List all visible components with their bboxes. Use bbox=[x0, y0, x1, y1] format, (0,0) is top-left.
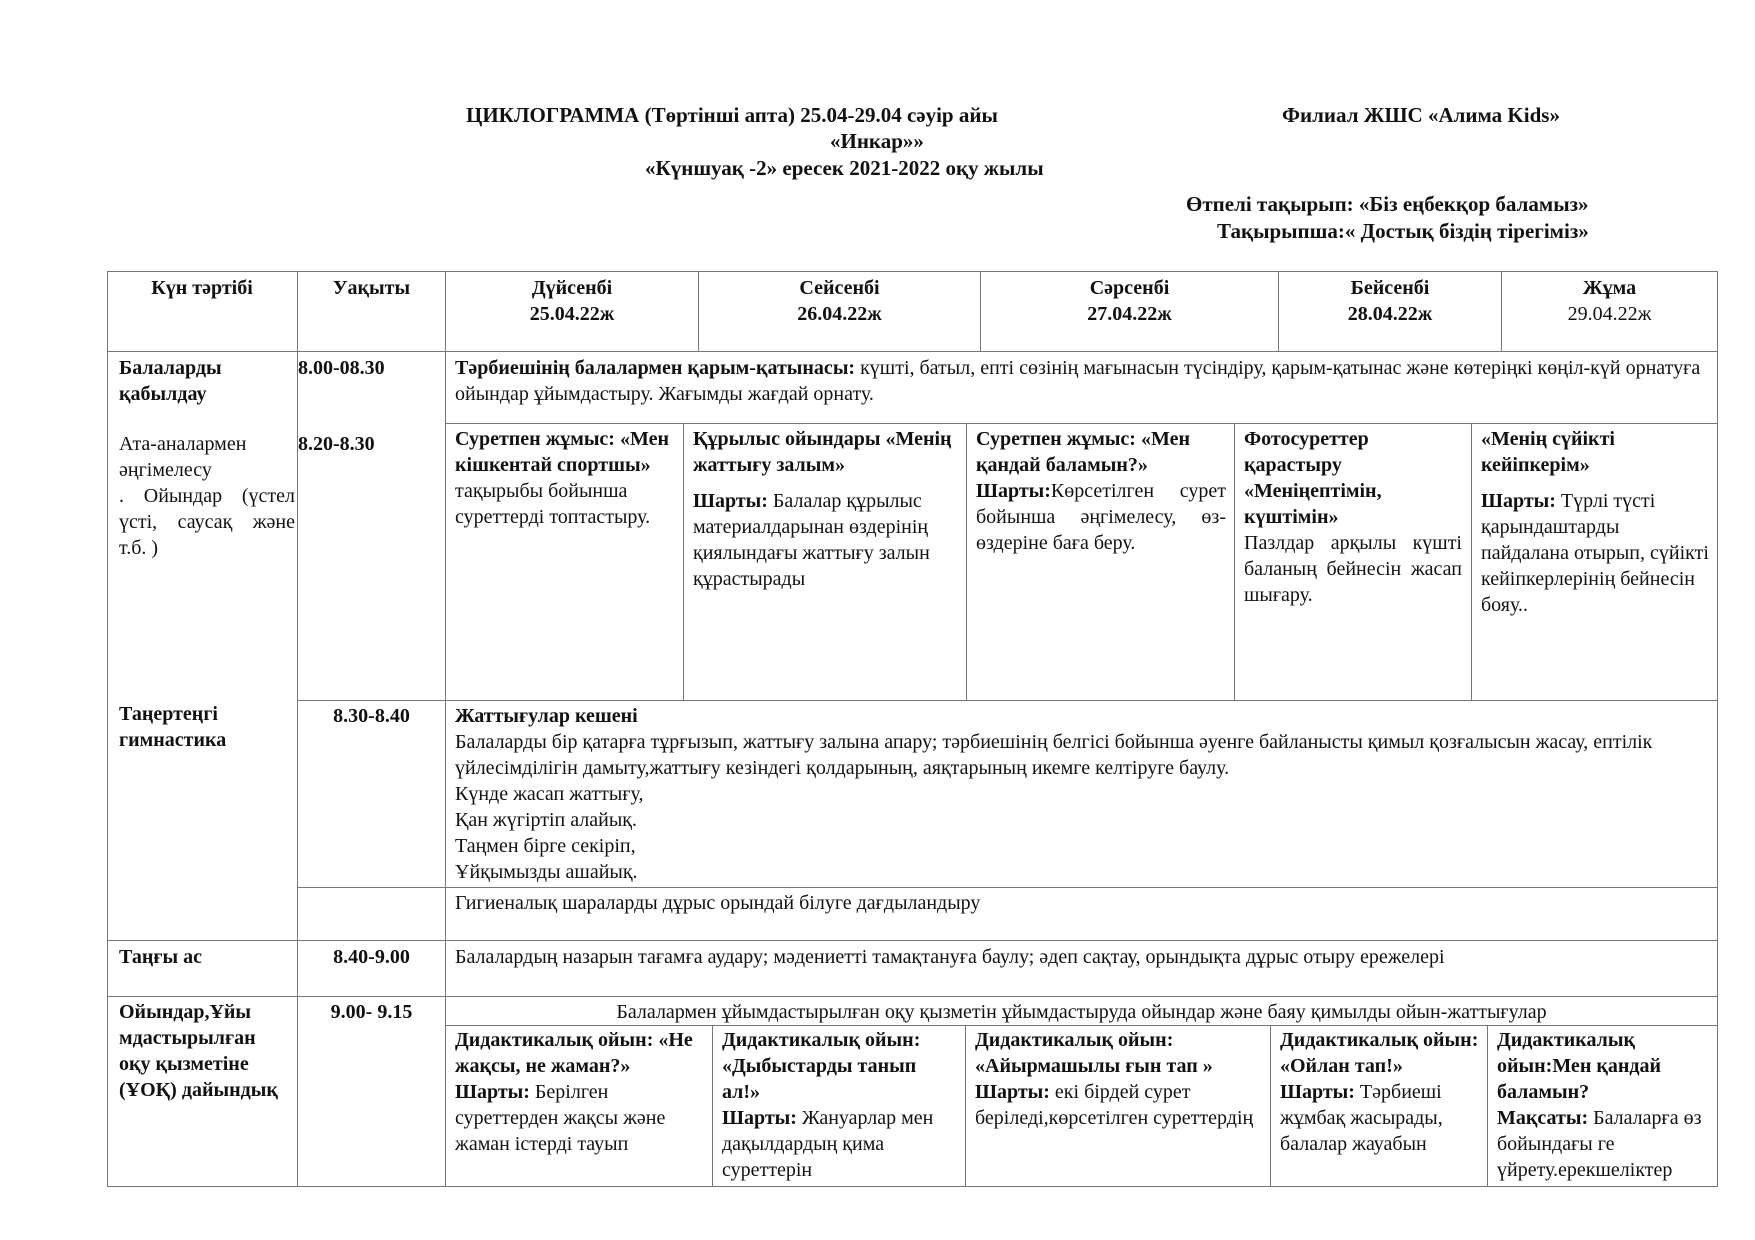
condition-text: Түрлі түсті қарындаштарды пайдалана отырып, сүйікті кейіпкерлерінің бейнесін бояу.. bbox=[1481, 490, 1709, 616]
day-date: 25.04.22ж bbox=[529, 303, 615, 325]
col-header-day bbox=[1502, 275, 1717, 327]
activity-text bbox=[976, 478, 1226, 556]
day-name: Сәрсенбі bbox=[1089, 277, 1170, 299]
condition-text: Жануарлар мен дақылдардың қима суреттерін bbox=[722, 1107, 934, 1181]
day-date: 29.04.22ж bbox=[1567, 303, 1652, 325]
condition-label: Шарты: bbox=[975, 1081, 1050, 1103]
game-title: Дидактикалық ойын: «Не жақсы, не жаман?» bbox=[455, 1029, 693, 1077]
activity-title: Фотосуреттер қарастыру «Меніңептімін, күштімін» bbox=[1244, 428, 1382, 528]
gym-text: Балаларды бір қатарға тұрғызып, жаттығу залына апару; тәрбиешінің белгісі бойынша әуенге байланысты қимыл қозғалысын жасау, ептілік үйлесімділігін дамыту,жаттығу кезіндегі қолдарының, аяқтарының икемге келтіруге баулу. bbox=[455, 731, 1653, 779]
gym-title: Жаттығулар кешені bbox=[455, 705, 638, 727]
group-name: «Инкар»» bbox=[830, 129, 924, 153]
col-line bbox=[1487, 1025, 1488, 1187]
col-header-day bbox=[699, 275, 980, 327]
poem-line: Күнде жасап жаттығу, bbox=[455, 783, 644, 805]
col-line bbox=[683, 423, 684, 700]
condition-label: Шарты: bbox=[976, 480, 1051, 502]
games-header: Балалармен ұйымдастырылған оқу қызметін ұйымдастыруда ойындар және баяу қимылды ойын-жаттығулар bbox=[616, 1001, 1547, 1023]
table-border-top bbox=[107, 271, 1718, 272]
time-games: 9.00- 9.15 bbox=[330, 1001, 413, 1023]
col-line bbox=[966, 423, 967, 700]
col-line bbox=[445, 271, 446, 1187]
game-text bbox=[1497, 1105, 1712, 1183]
routine-gym: Таңертеңгі гимнастика bbox=[119, 703, 227, 751]
col-header-day bbox=[1279, 275, 1501, 327]
condition-label: Шарты: bbox=[693, 490, 768, 512]
condition-label: Шарты: bbox=[1280, 1081, 1355, 1103]
doc-title: ЦИКЛОГРАММА (Төртінші апта) 25.04-29.04 сәуір айы bbox=[466, 103, 998, 127]
game-text bbox=[455, 1079, 705, 1157]
col-line bbox=[1270, 1025, 1271, 1187]
time-reception: 8.00-08.30 bbox=[298, 357, 385, 379]
col-header-day bbox=[446, 275, 698, 327]
condition-label: Шарты: bbox=[455, 1081, 530, 1103]
activity-cell bbox=[1481, 426, 1711, 618]
row-line bbox=[107, 996, 1718, 997]
schedule-table bbox=[107, 271, 1718, 1187]
routine-games: Ойындар,Ұйы мдастырылған оқу қызметіне (ҰОҚ) дайындық bbox=[119, 1001, 278, 1101]
activity-title: «Менің сүйікті кейіпкерім» bbox=[1481, 428, 1615, 476]
condition-text: Балалар құрылыс материалдарынан өздерінің қиялындағы жаттығу залын құрастырады bbox=[693, 490, 930, 590]
day-date: 26.04.22ж bbox=[797, 303, 882, 325]
col-header-day bbox=[981, 275, 1278, 327]
condition-label: Шарты: bbox=[1481, 490, 1556, 512]
game-cell bbox=[975, 1027, 1265, 1131]
routine-breakfast: Таңғы ас bbox=[119, 946, 202, 968]
poem-line: Таңмен бірге секіріп, bbox=[455, 835, 636, 857]
activity-title: Суретпен жұмыс: «Мен кішкентай спортшы» bbox=[455, 428, 669, 476]
note-text: күшті, батыл, епті сөзінің мағынасын түсіндіру, қарым-қатынас және көтеріңкі көңіл-күй орнатуға ойындар ұйымдастыру. Жағымды жағдай орнату. bbox=[455, 357, 1701, 405]
game-title: Дидактикалық ойын: «Ойлан тап!» bbox=[1280, 1029, 1479, 1077]
row-line bbox=[297, 700, 1718, 701]
table-border-bottom bbox=[107, 1186, 1718, 1187]
activity-cell bbox=[455, 426, 675, 530]
game-title: Дидактикалық ойын: «Дыбыстарды танып ал!» bbox=[722, 1029, 921, 1103]
game-cell bbox=[455, 1027, 705, 1157]
poem-line: Ұйқымызды ашайық. bbox=[455, 861, 638, 883]
day-name: Сейсенбі bbox=[799, 277, 880, 299]
col-header-time: Уақыты bbox=[332, 277, 411, 299]
parents-label: Ата-аналармен әңгімелесу bbox=[119, 433, 247, 481]
col-line bbox=[965, 1025, 966, 1187]
col-line bbox=[712, 1025, 713, 1187]
col-line bbox=[297, 271, 298, 1187]
game-title: Дидактикалық ойын: «Айырмашылы ғын тап » bbox=[975, 1029, 1213, 1077]
activity-cell bbox=[976, 426, 1226, 556]
condition-text: Балаларға өз бойындағы ге үйрету.ерекшеліктер bbox=[1497, 1107, 1702, 1181]
routine-reception: Балаларды қабылдау bbox=[119, 357, 222, 405]
condition-text: Берілген суреттерден жақсы және жаман істерді тауып bbox=[455, 1081, 666, 1155]
branch-name: Филиал ЖШС «Алима Kids» bbox=[1282, 103, 1560, 127]
row-line bbox=[445, 423, 1718, 424]
day-name: Бейсенбі bbox=[1350, 277, 1430, 299]
activity-cell bbox=[1244, 426, 1462, 608]
condition-text: Көрсетілген сурет бойынша әңгімелесу, өз-өздеріне баға беру. bbox=[976, 480, 1226, 554]
activity-text: тақырыбы бойынша суреттерді топтастыру. bbox=[455, 480, 651, 528]
activity-text: Пазлдар арқылы күшті баланың бейнесін жасап шығару. bbox=[1244, 532, 1462, 606]
activity-text bbox=[1481, 488, 1711, 618]
games-label: . Ойындар (үстел үсті, саусақ және т.б. ) bbox=[119, 485, 295, 559]
routine-parents bbox=[119, 431, 295, 561]
time-parents: 8.20-8.30 bbox=[298, 433, 375, 455]
game-text bbox=[975, 1027, 1265, 1131]
gym-content bbox=[455, 703, 1710, 885]
day-date: 27.04.22ж bbox=[1087, 303, 1172, 325]
game-cell bbox=[1280, 1027, 1480, 1157]
table-border-right bbox=[1717, 271, 1718, 1187]
time-gym: 8.30-8.40 bbox=[333, 705, 410, 727]
theme: Өтпелі тақырып: «Біз еңбекқор баламыз» bbox=[1186, 192, 1589, 216]
table-border-left bbox=[107, 271, 108, 1187]
doc-subtitle: «Күншуақ -2» ересек 2021-2022 оқу жылы bbox=[645, 156, 1044, 180]
col-header-routine: Күн тәртібі bbox=[151, 277, 253, 299]
breakfast-text: Балалардың назарын тағамға аудару; мәдениетті тамақтануға баулу; әдеп сақтау, орындықта дұрыс отыру ережелері bbox=[455, 946, 1445, 968]
activity-text bbox=[693, 488, 959, 592]
condition-label: Мақсаты: bbox=[1497, 1107, 1589, 1129]
hygiene-text: Гигиеналық шараларды дұрыс орындай білуге дағдыландыру bbox=[455, 892, 981, 914]
activity-title: Суретпен жұмыс: «Мен қандай баламын?» bbox=[976, 428, 1190, 476]
condition-label: Шарты: bbox=[722, 1107, 797, 1129]
poem-line: Қан жүгіртіп алайық. bbox=[455, 809, 638, 831]
col-line bbox=[1471, 423, 1472, 700]
row-line bbox=[297, 887, 1718, 888]
game-cell bbox=[1497, 1027, 1712, 1183]
activity-cell bbox=[693, 426, 959, 592]
condition-text: Тәрбиеші жұмбақ жасырады, балалар жауабын bbox=[1280, 1081, 1443, 1155]
row-line bbox=[445, 1025, 1718, 1026]
time-breakfast: 8.40-9.00 bbox=[333, 946, 410, 968]
col-line bbox=[1234, 423, 1235, 700]
game-text bbox=[722, 1105, 958, 1183]
condition-text: екі бірдей сурет беріледі,көрсетілген суреттердің bbox=[975, 1081, 1254, 1129]
row-line bbox=[107, 940, 1718, 941]
game-cell bbox=[722, 1027, 958, 1183]
note-label: Тәрбиешінің балалармен қарым-қатынасы: bbox=[455, 357, 856, 379]
day-name: Жұма bbox=[1582, 277, 1637, 299]
reception-note bbox=[455, 355, 1710, 407]
activity-title: Құрылыс ойындары «Менің жаттығу залым» bbox=[693, 428, 952, 476]
game-text bbox=[1280, 1079, 1480, 1157]
subtheme: Тақырыпша:« Достық біздің тірегіміз» bbox=[1217, 219, 1589, 243]
day-date: 28.04.22ж bbox=[1347, 303, 1433, 325]
row-line bbox=[107, 351, 1718, 352]
day-name: Дүйсенбі bbox=[531, 277, 613, 299]
game-title: Дидактикалық ойын:Мен қандай баламын? bbox=[1497, 1029, 1662, 1103]
